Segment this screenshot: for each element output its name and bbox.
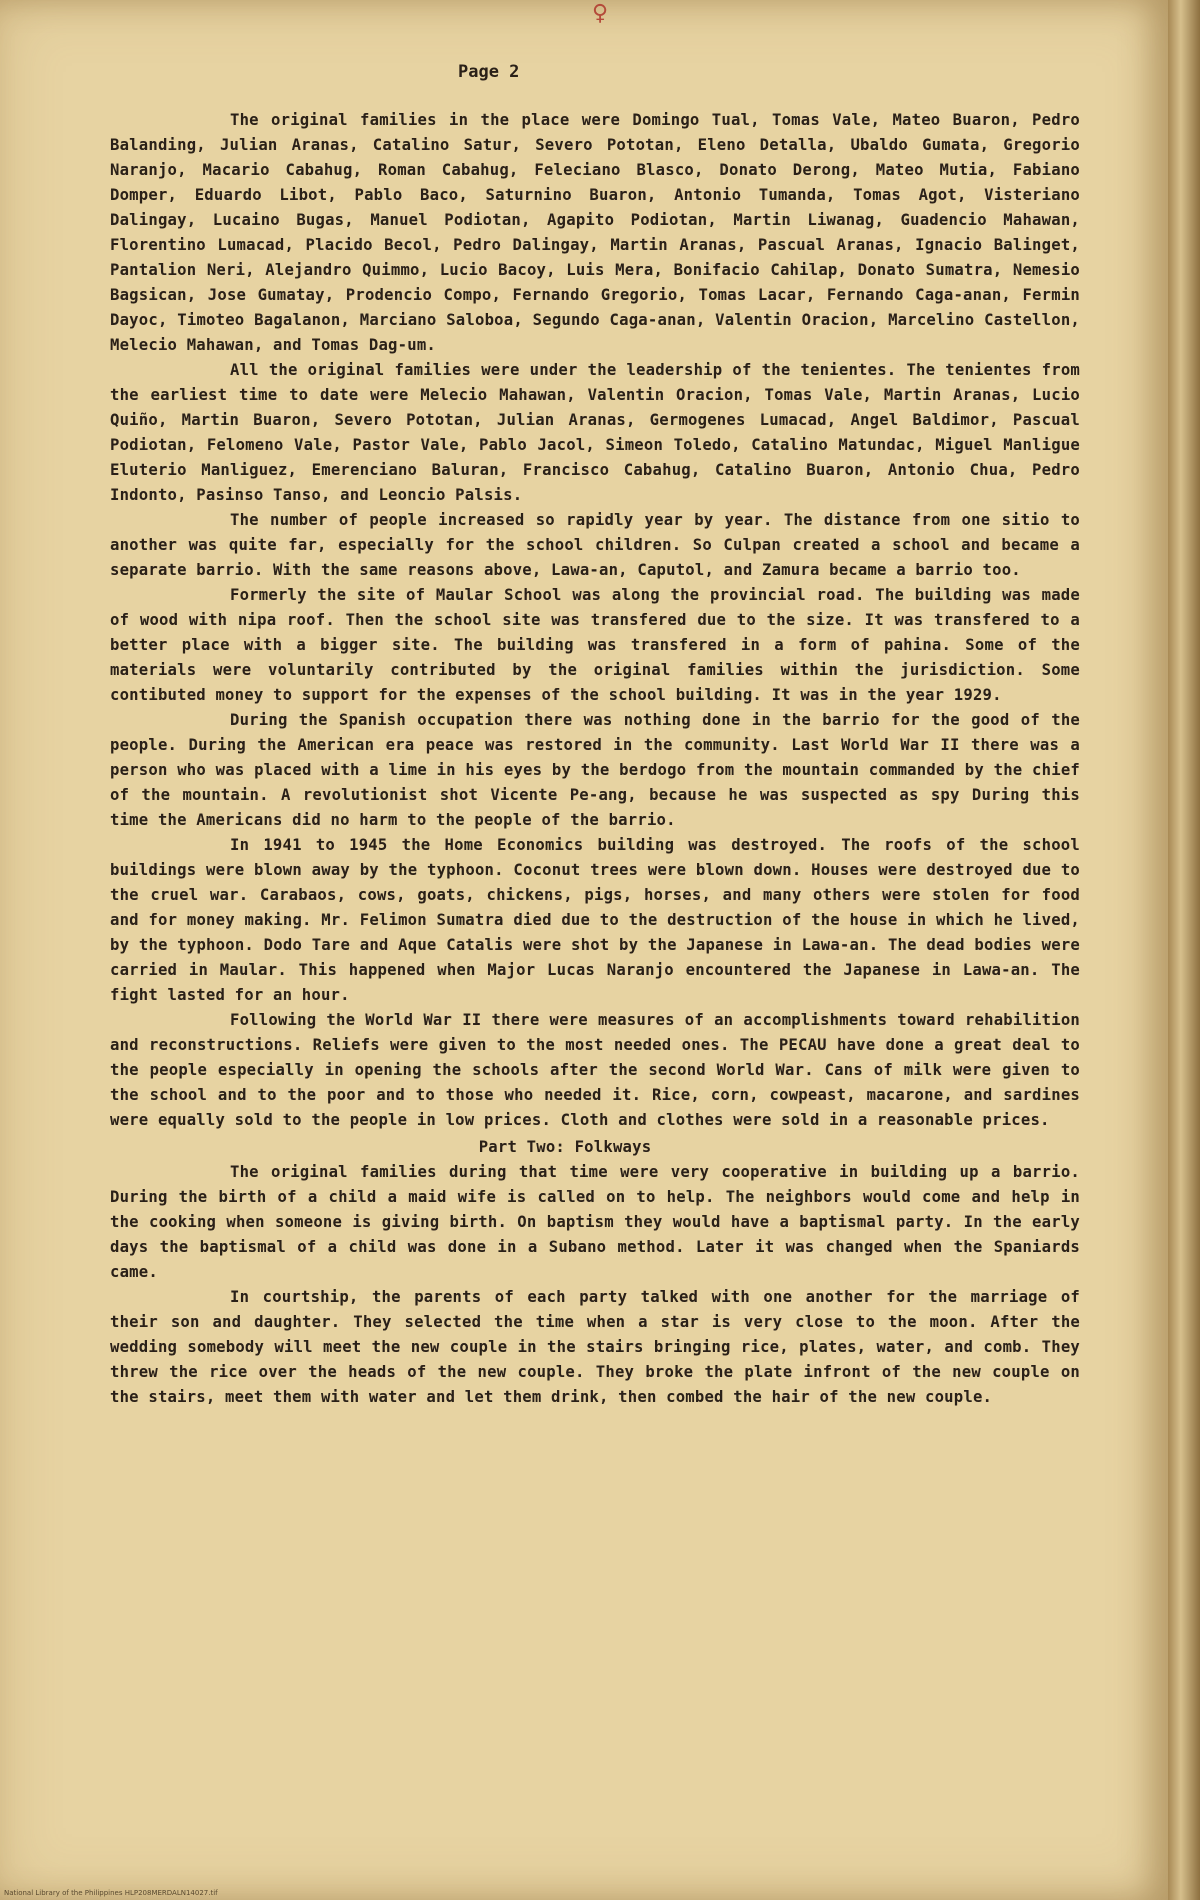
ink-mark-icon: ♀ xyxy=(591,1,609,26)
paragraph-courtship: In courtship, the parents of each party talked with one another for the marriage of their son and daughter. They selected the time when a star is very close to the moon. After the wedding somebody will meet the new couple in the stairs bringing rice, plates, water, and comb. They threw the rice over the heads of the new couple. They broke the plate infront of the new couple on the stairs, meet them with water and let them drink, then combed the hair of the new couple. xyxy=(110,1288,1080,1406)
paragraph-birth-customs: The original families during that time were very cooperative in building up a barrio. During the birth of a child a maid wife is called on to help. The neighbors would come and help in the cooking when someone is giving birth. On baptism they would have a baptismal party. In the early days the baptismal of a child was done in a Subano method. Later it was changed when the Spaniards came. xyxy=(110,1163,1080,1281)
section-heading-folkways: Part Two: Folkways xyxy=(478,1138,652,1156)
scan-footer: National Library of the Philippines HLP208MERDALN14027.tif xyxy=(4,1889,218,1897)
document-body xyxy=(110,108,1080,1410)
paragraph-war-destruction: In 1941 to 1945 the Home Economics building was destroyed. The roofs of the school buildings were blown away by the typhoon. Coconut trees were blown down. Houses were destroyed due to the cruel war. Carabaos, cows, goats, chickens, pigs, horses, and many others were stolen for food and for money making. Mr. Felimon Sumatra died due to the destruction of the house in which he lived, by the typhoon. Dodo Tare and Aque Catalis were shot by the Japanese in Lawa-an. The dead bodies were carried in Maular. This happened when Major Lucas Naranjo encountered the Japanese in Lawa-an. The fight lasted for an hour. xyxy=(110,836,1080,1004)
page-edge xyxy=(1168,0,1200,1900)
paragraph-school-site: Formerly the site of Maular School was along the provincial road. The building was made of wood with nipa roof. Then the school site was transfered due to the size. It was transfered to a better place with a bigger site. The building was transfered in a form of pahina. Some of the materials were voluntarily contributed by the original families within the jurisdiction. Some contibuted money to support for the expenses of the school building. It was in the year 1929. xyxy=(110,586,1080,704)
paragraph-original-families: The original families in the place were Domingo Tual, Tomas Vale, Mateo Buaron, Pedro Balanding, Julian Aranas, Catalino Satur, Severo Pototan, Eleno Detalla, Ubaldo Gumata, Gregorio Naranjo, Macario Cabahug, Roman Cabahug, Feleciano Blasco, Donato Derong, Mateo Mutia, Fabiano Domper, Eduardo Libot, Pablo Baco, Saturnino Buaron, Antonio Tumanda, Tomas Agot, Visteriano Dalingay, Lucaino Bugas, Manuel Podiotan, Agapito Podiotan, Martin Liwanag, Guadencio Mahawan, Florentino Lumacad, Placido Becol, Pedro Dalingay, Martin Aranas, Pascual Aranas, Ignacio Balinget, Pantalion Neri, Alejandro Quimmo, Lucio Bacoy, Luis Mera, Bonifacio Cahilap, Donato Sumatra, Nemesio Bagsican, Jose Gumatay, Prodencio Compo, Fernando Gregorio, Tomas Lacar, Fernando Caga-anan, Fermin Dayoc, Timoteo Bagalanon, Marciano Saloboa, Segundo Caga-anan, Valentin Oracion, Marcelino Castellon, Melecio Mahawan, and Tomas Dag-um. xyxy=(110,111,1080,354)
page-number: Page 2 xyxy=(458,62,520,82)
paragraph-rehabilitation: Following the World War II there were measures of an accomplishments toward rehabilition and reconstructions. Reliefs were given to the most needed ones. The PECAU have done a great deal to the people especially in opening the schools after the second World War. Cans of milk were given to the school and to the poor and to those who needed it. Rice, corn, cowpeast, macarone, and sardines were equally sold to the people in low prices. Cloth and clothes were sold in a reasonable prices. xyxy=(110,1011,1080,1129)
paragraph-tenientes: All the original families were under the leadership of the tenientes. The tenientes from the earliest time to date were Melecio Mahawan, Valentin Oracion, Tomas Vale, Martin Aranas, Lucio Quiño, Martin Buaron, Severo Pototan, Julian Aranas, Germogenes Lumacad, Angel Baldimor, Pascual Podiotan, Felomeno Vale, Pastor Vale, Pablo Jacol, Simeon Toledo, Catalino Matundac, Miguel Manligue Eluterio Manliguez, Emerenciano Baluran, Francisco Cabahug, Catalino Buaron, Antonio Chua, Pedro Indonto, Pasinso Tanso, and Leoncio Palsis. xyxy=(110,361,1080,504)
paragraph-population: The number of people increased so rapidly year by year. The distance from one sitio to another was quite far, especially for the school children. So Culpan created a school and became a separate barrio. With the same reasons above, Lawa-an, Caputol, and Zamura became a barrio too. xyxy=(110,511,1080,579)
paragraph-spanish-occupation: During the Spanish occupation there was nothing done in the barrio for the good of the people. During the American era peace was restored in the community. Last World War II there was a person who was placed with a lime in his eyes by the berdogo from the mountain commanded by the chief of the mountain. A revolutionist shot Vicente Pe-ang, because he was suspected as spy During this time the Americans did no harm to the people of the barrio. xyxy=(110,711,1080,829)
